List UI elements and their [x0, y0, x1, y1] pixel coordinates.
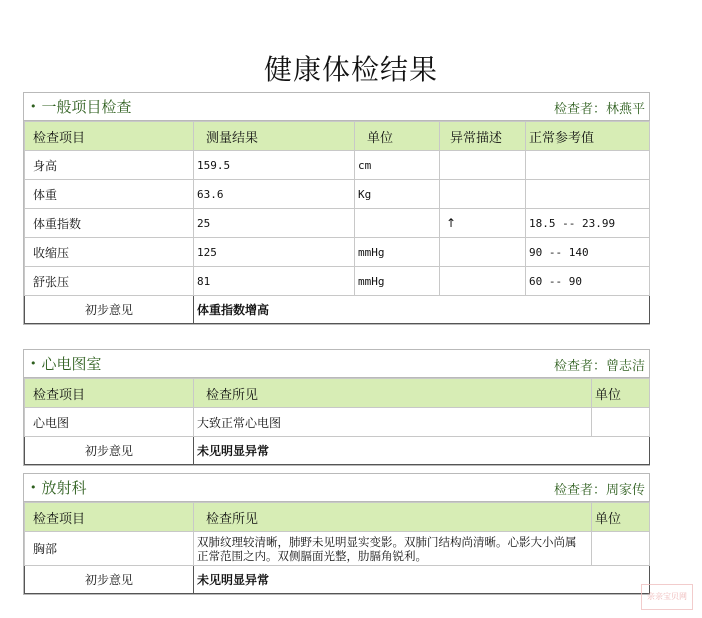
- bullet-icon: •: [30, 100, 37, 113]
- section-header: [24, 350, 649, 378]
- column-header: 检查所见: [194, 379, 592, 408]
- section-title: [30, 96, 132, 117]
- column-header: 检查所见: [194, 503, 592, 532]
- section-title-text: 一般项目检查: [41, 98, 132, 116]
- examiner-name: 检查者：周家传: [553, 483, 645, 498]
- unit: [592, 532, 650, 566]
- preliminary-opinion-row: [25, 296, 650, 324]
- watermark-logo: 亲亲宝贝网: [641, 584, 693, 610]
- section-header: [24, 93, 649, 121]
- opinion-text: 体重指数增高: [194, 296, 650, 324]
- abnormal-desc: [440, 180, 526, 209]
- opinion-text: 未见明显异常: [194, 566, 650, 594]
- table-header-row: [25, 122, 650, 151]
- table-row: [25, 238, 650, 267]
- table-row: [25, 151, 650, 180]
- reference-range: 90 -- 140: [526, 238, 650, 267]
- table-row: [25, 209, 650, 238]
- table-row: [25, 532, 650, 566]
- abnormal-desc: ↑: [440, 209, 526, 238]
- examiner-name: 检查者：曾志洁: [553, 359, 645, 374]
- table-header-row: [25, 503, 650, 532]
- unit: [355, 209, 440, 238]
- unit: Kg: [355, 180, 440, 209]
- section-header: [24, 474, 649, 502]
- unit: mmHg: [355, 238, 440, 267]
- measured-value: 159.5: [194, 151, 355, 180]
- ecg-table: [24, 378, 650, 465]
- reference-range: [526, 180, 650, 209]
- opinion-text: 未见明显异常: [194, 437, 650, 465]
- preliminary-opinion-row: [25, 566, 650, 594]
- measured-value: 25: [194, 209, 355, 238]
- item-name: 体重: [25, 180, 194, 209]
- unit: mmHg: [355, 267, 440, 296]
- table-row: [25, 267, 650, 296]
- section-ecg: [23, 349, 650, 466]
- measured-value: 81: [194, 267, 355, 296]
- measured-value: 63.6: [194, 180, 355, 209]
- column-header: 正常参考值: [526, 122, 650, 151]
- section-title: [30, 353, 102, 374]
- general-exam-table: [24, 121, 650, 324]
- unit: cm: [355, 151, 440, 180]
- bullet-icon: •: [30, 481, 37, 494]
- item-name: 身高: [25, 151, 194, 180]
- section-title-text: 放射科: [41, 479, 87, 497]
- section-title: [30, 477, 87, 498]
- opinion-label: 初步意见: [25, 296, 194, 324]
- column-header: 异常描述: [440, 122, 526, 151]
- page-title: 健康体检结果: [263, 53, 438, 86]
- examiner-name: 检查者：林燕平: [553, 102, 645, 117]
- column-header: 单位: [592, 379, 650, 408]
- abnormal-desc: [440, 151, 526, 180]
- measured-value: 125: [194, 238, 355, 267]
- opinion-label: 初步意见: [25, 566, 194, 594]
- table-row: [25, 180, 650, 209]
- abnormal-desc: [440, 238, 526, 267]
- item-name: 体重指数: [25, 209, 194, 238]
- item-name: 胸部: [25, 532, 194, 566]
- item-name: 心电图: [25, 408, 194, 437]
- opinion-label: 初步意见: [25, 437, 194, 465]
- column-header: 测量结果: [194, 122, 355, 151]
- table-row: [25, 408, 650, 437]
- reference-range: [526, 151, 650, 180]
- reference-range: 60 -- 90: [526, 267, 650, 296]
- abnormal-desc: [440, 267, 526, 296]
- section-radiology: [23, 473, 650, 595]
- preliminary-opinion-row: [25, 437, 650, 465]
- finding: 大致正常心电图: [194, 408, 592, 437]
- section-general-exam: [23, 92, 650, 325]
- bullet-icon: •: [30, 357, 37, 370]
- column-header: 单位: [355, 122, 440, 151]
- column-header: 检查项目: [25, 503, 194, 532]
- table-header-row: [25, 379, 650, 408]
- column-header: 单位: [592, 503, 650, 532]
- section-title-text: 心电图室: [41, 355, 102, 373]
- unit: [592, 408, 650, 437]
- reference-range: 18.5 -- 23.99: [526, 209, 650, 238]
- finding: 双肺纹理较清晰，肺野未见明显实变影。双肺门结构尚清晰。心影大小尚属正常范围之内。双侧膈面光整，肋膈角锐利。: [194, 532, 592, 566]
- column-header: 检查项目: [25, 122, 194, 151]
- column-header: 检查项目: [25, 379, 194, 408]
- item-name: 收缩压: [25, 238, 194, 267]
- item-name: 舒张压: [25, 267, 194, 296]
- radiology-table: [24, 502, 650, 594]
